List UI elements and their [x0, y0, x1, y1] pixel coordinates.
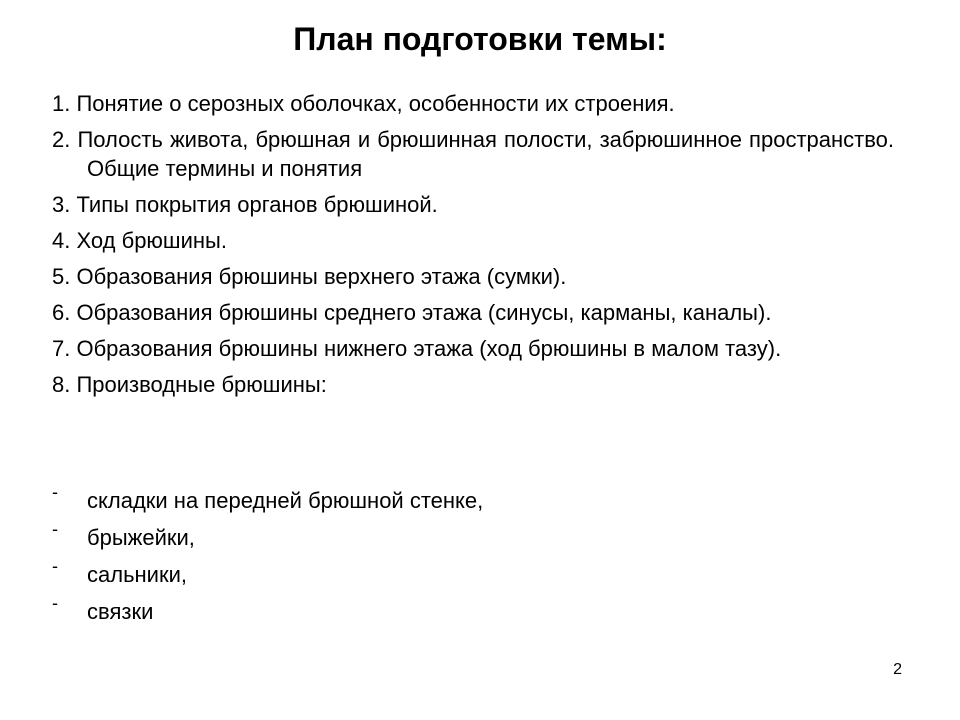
derivatives-sub-list: [52, 482, 894, 634]
plan-item-3: 3. Типы покрытия органов брюшиной.: [52, 192, 438, 217]
sub-item-label: брыжейки,: [87, 525, 195, 550]
plan-item-4: 4. Ход брюшины.: [52, 228, 227, 253]
slide-title: План подготовки темы:: [293, 21, 667, 57]
sub-item-label: складки на передней брюшной стенке,: [87, 488, 484, 513]
plan-item-5: 5. Образования брюшины верхнего этажа (сумки).: [52, 264, 567, 289]
sub-item-label: сальники,: [87, 562, 187, 587]
dash-marker: -: [52, 556, 58, 576]
sub-item-folds: [52, 482, 894, 515]
dash-marker: -: [52, 482, 58, 502]
plan-list: [52, 89, 894, 403]
plan-item-6: 6. Образования брюшины среднего этажа (синусы, карманы, каналы).: [52, 300, 772, 325]
plan-item-1: 1. Понятие о серозных оболочках, особенности их строения.: [52, 91, 675, 116]
dash-marker: -: [52, 519, 58, 539]
dash-marker: -: [52, 593, 58, 613]
plan-item-8: 8. Производные брюшины:: [52, 372, 327, 397]
plan-item-2: 2. Полость живота, брюшная и брюшинная полости, забрюшинное пространство. Общие термины и понятия: [52, 127, 894, 181]
sub-item-omenta: [52, 556, 894, 589]
sub-item-label: связки: [87, 599, 154, 624]
sub-item-ligaments: [52, 593, 894, 626]
sub-item-mesenteries: [52, 519, 894, 552]
page-number: 2: [893, 661, 902, 678]
plan-item-7: 7. Образования брюшины нижнего этажа (ход брюшины в малом тазу).: [52, 336, 782, 361]
